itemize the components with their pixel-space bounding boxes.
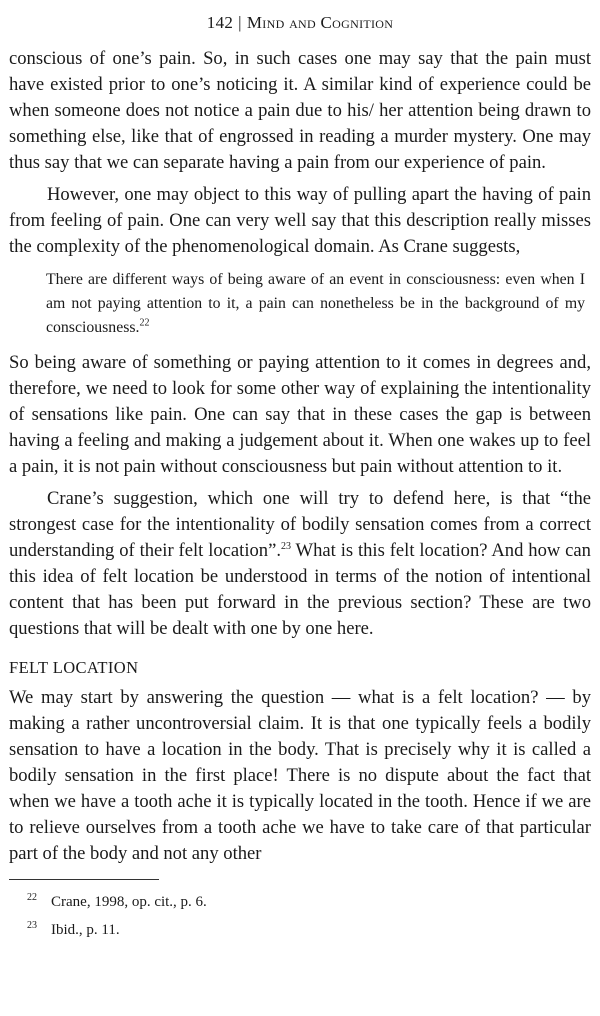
header-separator: | xyxy=(238,13,242,32)
footnote-23: 23 Ibid., p. 11. xyxy=(27,920,120,938)
footnote-text: Crane, 1998, op. cit., p. 6. xyxy=(51,894,207,910)
block-quote-text: There are different ways of being aware of an event in consciousness: even when I am not paying attention to it, a pain can nonetheless be in the background of my consciousness. xyxy=(46,271,585,336)
footnote-ref-23: 23 xyxy=(281,540,291,552)
paragraph-5: We may start by answering the question — what is a felt location? — by making a rather uncontroversial claim. It is that one typically feels a bodily sensation to have a location in the body. That is precisely why it is called a bodily sensation in the first place! There is no dispute about the fact that when we have a tooth ache it is typically located in the tooth. Hence if we are to relieve ourselves from a tooth ache we have to take care of that particular part of the body and not any other xyxy=(9,687,591,864)
paragraph-4-part-b: What is this felt location? And how can this idea of felt location be understood in terms of the notion of intentional content that has been put forward in the previous section? These are two questions that will be dealt with one by one here. xyxy=(9,540,591,639)
block-quote xyxy=(46,268,585,340)
paragraph-3: So being aware of something or paying attention to it comes in degrees and, therefore, we need to look for some other way of explaining the intentionality of sensations like pain. One can say that in these cases the gap is between having a feeling and making a judgement about it. When one wakes up to feel a pain, it is not pain without consciousness but pain without attention to it. xyxy=(9,352,591,477)
footnote-divider xyxy=(9,879,159,880)
section-heading: FELT LOCATION xyxy=(9,658,139,677)
page-number: 142 xyxy=(206,13,234,32)
footnote-text: Ibid., p. 11. xyxy=(51,922,120,938)
running-head xyxy=(9,12,591,34)
paragraph-4-part-a: Crane’s suggestion, which one will try to defend here, is that “the strongest case for the intentionality of bodily sensation comes from a correct understanding of their felt location”. xyxy=(9,488,591,561)
paragraph-1: conscious of one’s pain. So, in such cases one may say that the pain must have existed prior to one’s noticing it. A similar kind of experience could be when someone does not notice a pain due to his/ her attention being drawn to something else, like that of engrossed in reading a murder mystery. One may thus say that we can separate having a pain from our experience of pain. xyxy=(9,48,591,173)
paragraph-2: However, one may object to this way of pulling apart the having of pain from feeling of pain. One can very well say that this description really misses the complexity of the phenomenological domain. As Crane suggests, xyxy=(9,184,591,257)
footnote-ref-22: 22 xyxy=(139,317,150,329)
running-title: Mind and Cognition xyxy=(246,13,394,32)
paragraph-4 xyxy=(9,486,591,642)
footnote-22: 22 Crane, 1998, op. cit., p. 6. xyxy=(27,892,207,910)
